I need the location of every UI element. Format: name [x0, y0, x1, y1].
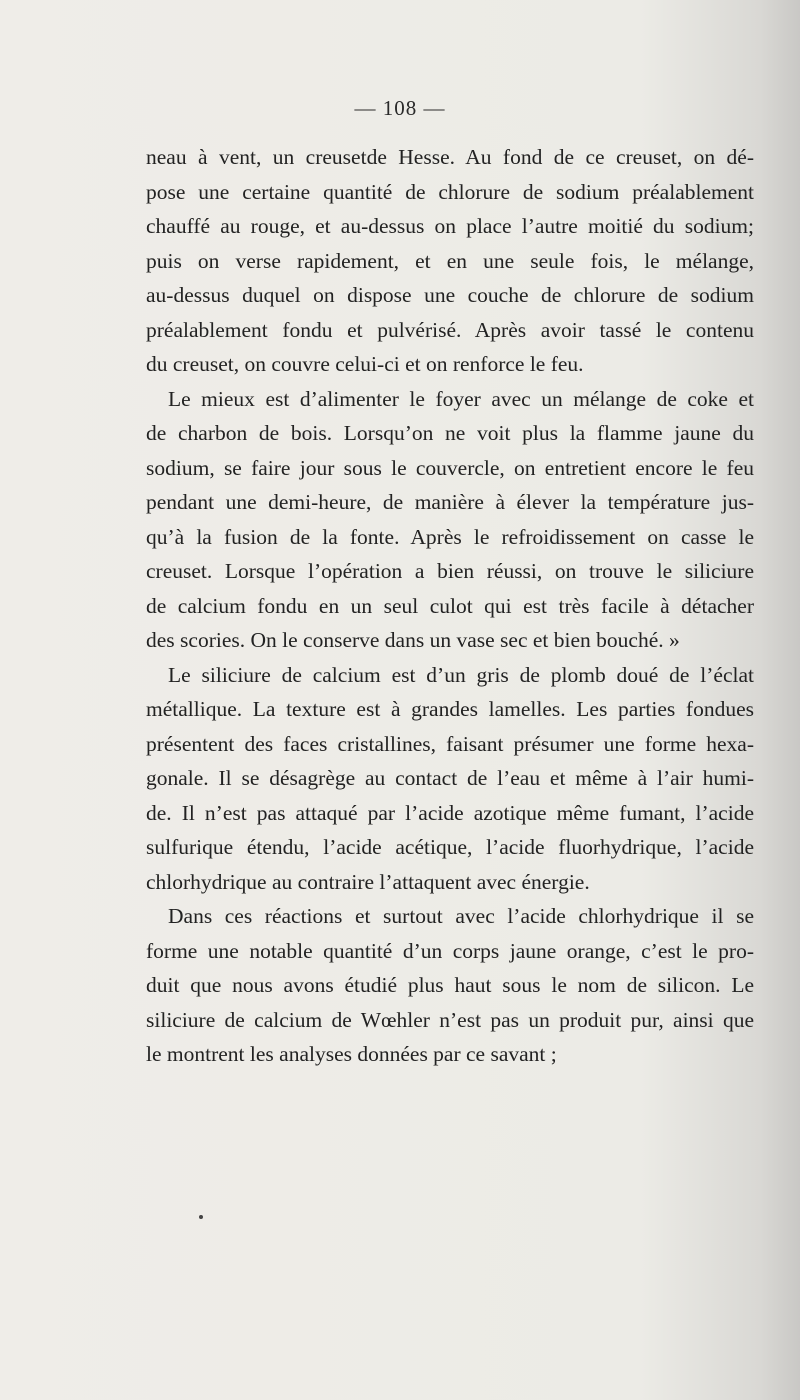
text-line: qu’à la fusion de la fonte. Après le refroidissement on casse le	[146, 524, 754, 549]
text-line: de. Il n’est pas attaqué par l’acide azotique même fumant, l’acide	[146, 800, 754, 825]
body-text	[146, 140, 754, 1072]
text-line: sulfurique étendu, l’acide acétique, l’acide fluorhydrique, l’acide	[146, 835, 754, 859]
text-line: Dans ces réactions et surtout avec l’acide chlorhydrique il se	[168, 904, 754, 928]
ink-speck	[199, 1215, 203, 1219]
text-line: du creuset, on couvre celui-ci et on renforce le feu.	[146, 352, 584, 376]
text-line: Le siliciure de calcium est d’un gris de plomb doué de l’éclat	[168, 662, 754, 687]
page-number: — 108 —	[354, 96, 446, 120]
text-line: des scories. On le conserve dans un vase sec et bien bouché. »	[146, 628, 680, 652]
text-line: siliciure de calcium de Wœhler n’est pas un produit pur, ainsi que	[146, 1007, 754, 1032]
text-line: pose une certaine quantité de chlorure de sodium préalablement	[146, 179, 754, 204]
text-line: de calcium fondu en un seul culot qui est très facile à détacher	[146, 593, 754, 618]
text-line: le montrent les analyses données par ce savant ;	[146, 1042, 557, 1066]
text-line: Le mieux est d’alimenter le foyer avec un mélange de coke et	[168, 386, 754, 411]
text-line: chauffé au rouge, et au-dessus on place l’autre moitié du sodium;	[146, 214, 754, 238]
text-line: creuset. Lorsque l’opération a bien réussi, on trouve le siliciure	[146, 559, 754, 583]
text-line: chlorhydrique au contraire l’attaquent avec énergie.	[146, 869, 590, 894]
text-line: préalablement fondu et pulvérisé. Après avoir tassé le contenu	[146, 317, 754, 342]
text-line: pendant une demi-heure, de manière à élever la température jus-	[146, 490, 754, 514]
text-line: forme une notable quantité d’un corps jaune orange, c’est le pro-	[146, 938, 754, 963]
text-line: puis on verse rapidement, et en une seule fois, le mélange,	[146, 248, 754, 273]
text-line: gonale. Il se désagrège au contact de l’eau et même à l’air humi-	[146, 766, 754, 790]
text-line: duit que nous avons étudié plus haut sous le nom de silicon. Le	[146, 973, 754, 997]
text-line: de charbon de bois. Lorsqu’on ne voit plus la flamme jaune du	[146, 421, 754, 445]
text-line: présentent des faces cristallines, faisant présumer une forme hexa-	[146, 731, 754, 756]
text-line: sodium, se faire jour sous le couvercle, on entretient encore le feu	[146, 455, 754, 480]
text-line: au-dessus duquel on dispose une couche de chlorure de sodium	[146, 283, 754, 307]
text-line: métallique. La texture est à grandes lamelles. Les parties fondues	[146, 697, 754, 721]
text-line: neau à vent, un creusetde Hesse. Au fond de ce creuset, on dé-	[146, 145, 754, 169]
